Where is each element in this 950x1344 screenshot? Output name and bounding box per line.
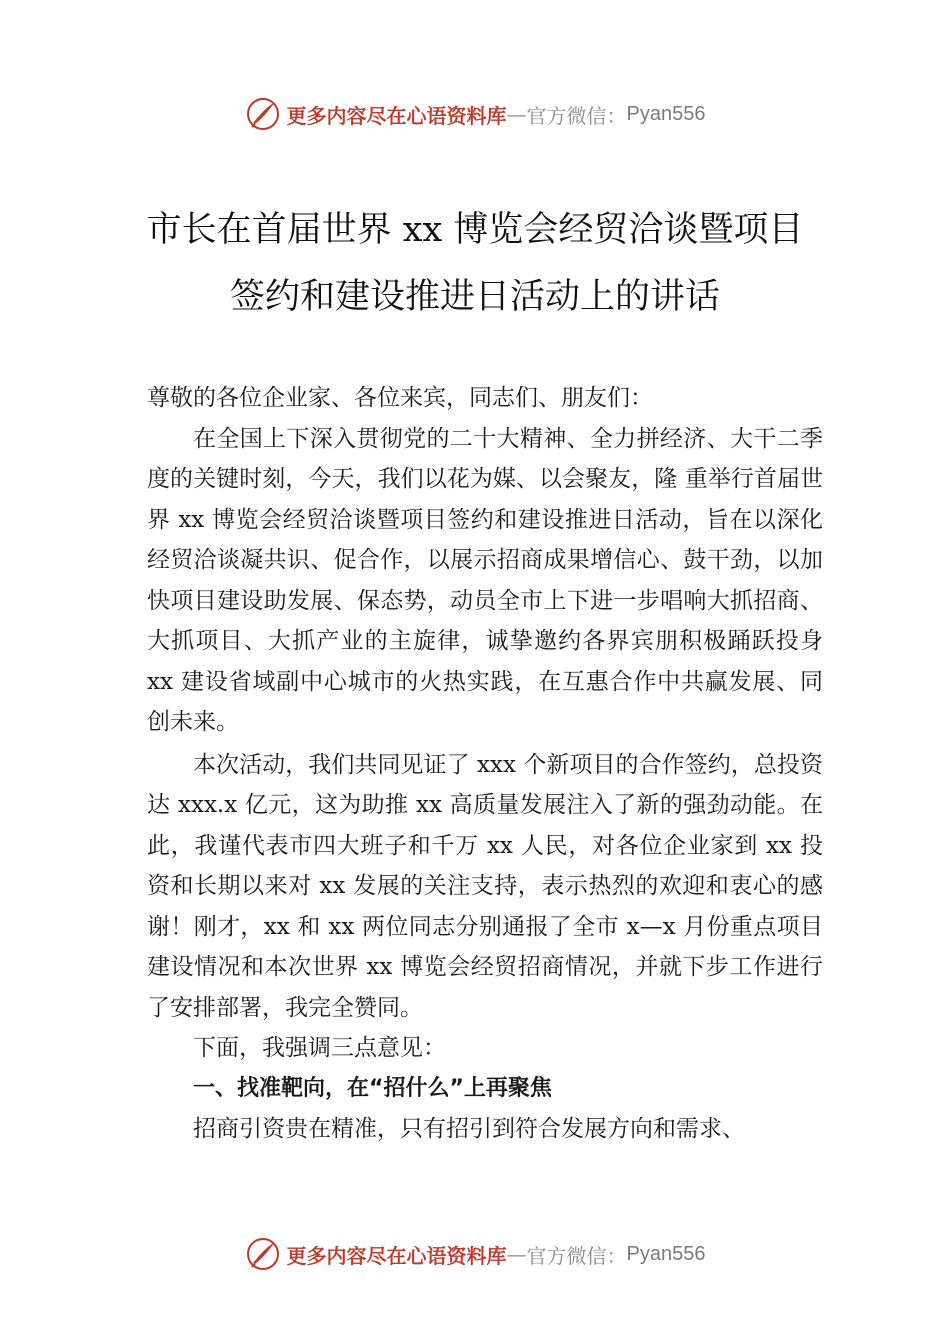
- paragraph: 在全国上下深入贯彻党的二十大精神、全力拼经济、大干二季度的关键时刻，今天，我们以花为媒、以会聚友，隆 重举行首届世界 xx 博览会经贸洽谈暨项目签约和建设推进日活动，旨在以深化经贸洽谈凝共识、促合作，以展示招商成果增信心、鼓干劲，以加快项目建设助发展、保态势，动员全市上下进一步唱响大抓招商、大抓项目、大抓产业的主旋律，诚挚邀约各界宾朋积极踊跃投身 xx 建设省域副中心城市的火热实践，在互惠合作中共赢发展、同创未来。: [147, 425, 823, 735]
- banner-wechat-id: Pyan556: [626, 102, 706, 125]
- banner-wechat-id: Pyan556: [626, 1242, 706, 1265]
- paragraph: 下面，我强调三点意见：: [193, 1035, 446, 1061]
- salutation: 尊敬的各位企业家、各位来宾，同志们、朋友们：: [147, 385, 653, 411]
- section-heading: 一、找准靶向，在“招什么”上再聚焦: [193, 1075, 552, 1101]
- document-title-line2: 签约和建设推进日活动上的讲话: [229, 277, 720, 317]
- footer-banner: [0, 1234, 950, 1274]
- banner-dash: —: [506, 1242, 527, 1266]
- document-body: [147, 378, 823, 1150]
- document-title-line1: 市长在首届世界 xx 博览会经贸洽谈暨项目: [146, 210, 804, 250]
- paragraph: 本次活动，我们共同见证了 xxx 个新项目的合作签约，总投资达 xxx.x 亿元，这为助推 xx 高质量发展注入了新的强劲动能。在此，我谨代表市四大班子和千万 xx 人民，对各位企业家到 xx 投资和长期以来对 xx 发展的关注支持，表示热烈的欢迎和衷心的感谢！刚才，xx 和 xx 两位同志分别通报了全市 x—x 月份重点项目建设情况和本次世界 xx 博览会经贸招商情况，并就下步工作进行了安排部署，我完全赞同。: [147, 751, 823, 1021]
- banner-dash: —: [506, 102, 527, 126]
- banner-library-text: 更多内容尽在心语资料库: [286, 1243, 507, 1268]
- banner-wechat-label: 官方微信：: [526, 103, 627, 128]
- banner-wechat-label: 官方微信：: [526, 1243, 627, 1268]
- quill-logo-icon: [245, 96, 281, 132]
- quill-logo-icon: [245, 1236, 281, 1272]
- header-banner: [0, 94, 950, 134]
- banner-library-text: 更多内容尽在心语资料库: [286, 103, 507, 128]
- paragraph: 招商引资贵在精准，只有招引到符合发展方向和需求、: [193, 1116, 745, 1142]
